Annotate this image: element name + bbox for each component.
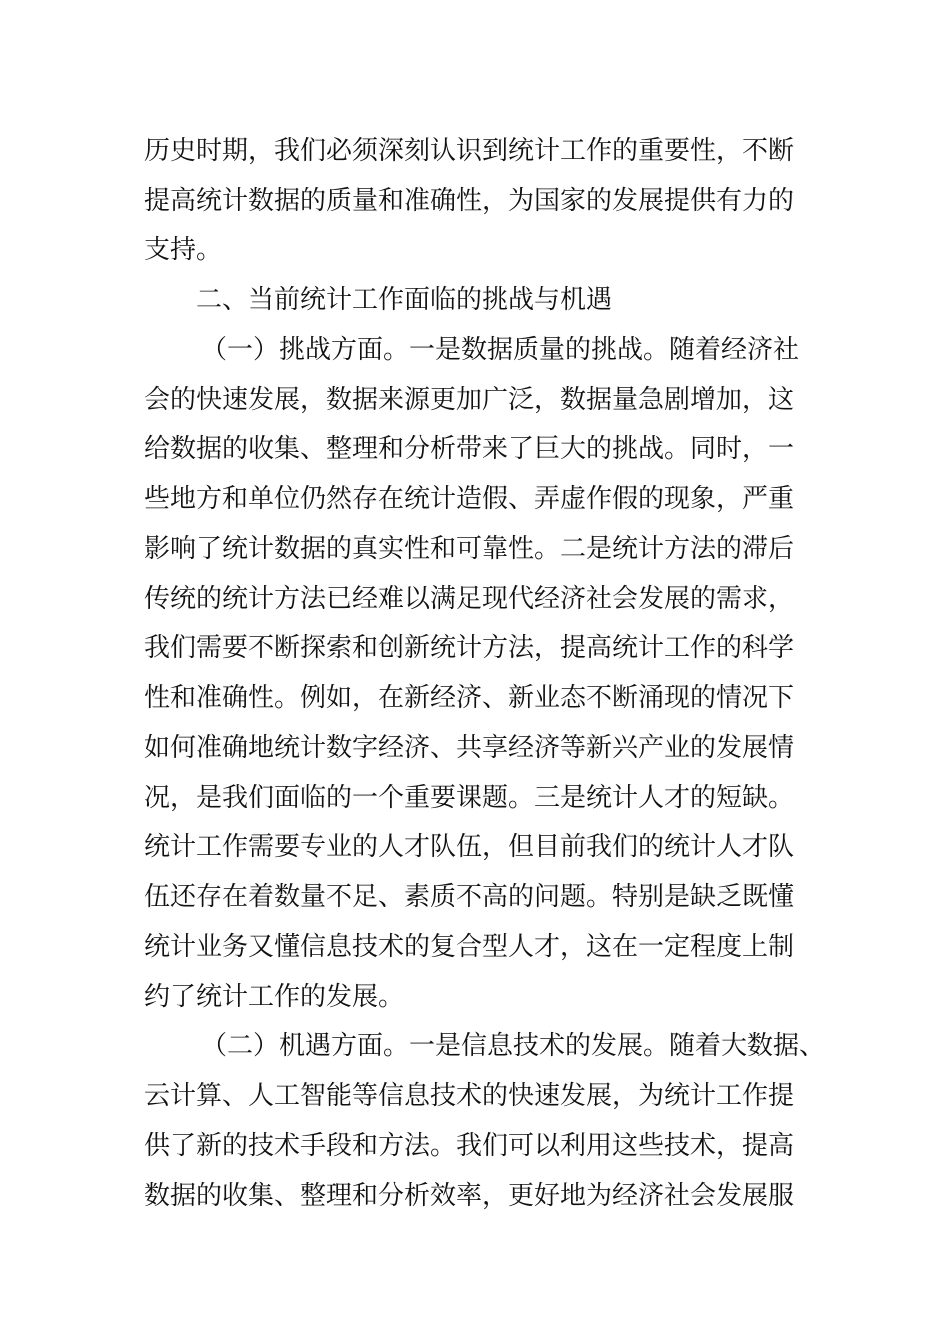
text-line: 供了新的技术手段和方法。我们可以利用这些技术，提高 xyxy=(144,1131,795,1161)
text-line: 支持。 xyxy=(144,235,223,265)
text-line: 历史时期，我们必须深刻认识到统计工作的重要性，不断 xyxy=(144,136,795,166)
section-heading: 二、当前统计工作面临的挑战与机遇 xyxy=(196,285,613,315)
text-line: 性和准确性。例如，在新经济、新业态不断涌现的情况下 xyxy=(144,683,795,713)
text-line: （二）机遇方面。一是信息技术的发展。随着大数据、 xyxy=(201,1031,826,1061)
text-line: 会的快速发展，数据来源更加广泛，数据量急剧增加，这 xyxy=(144,385,795,415)
text-line: 如何准确地统计数字经济、共享经济等新兴产业的发展情 xyxy=(144,733,795,763)
text-line: 况，是我们面临的一个重要课题。三是统计人才的短缺。 xyxy=(144,783,795,813)
text-line: 伍还存在着数量不足、素质不高的问题。特别是缺乏既懂 xyxy=(144,882,795,912)
text-line: （一）挑战方面。一是数据质量的挑战。随着经济社 xyxy=(201,335,800,365)
text-line: 约了统计工作的发展。 xyxy=(144,982,405,1012)
text-line: 给数据的收集、整理和分析带来了巨大的挑战。同时，一 xyxy=(144,434,795,464)
text-line: 云计算、人工智能等信息技术的快速发展，为统计工作提 xyxy=(144,1081,795,1111)
text-line: 些地方和单位仍然存在统计造假、弄虚作假的现象，严重 xyxy=(144,484,795,514)
text-line: 影响了统计数据的真实性和可靠性。二是统计方法的滞后 xyxy=(144,534,795,564)
text-line: 提高统计数据的质量和准确性，为国家的发展提供有力的 xyxy=(144,186,795,216)
text-line: 传统的统计方法已经难以满足现代经济社会发展的需求， xyxy=(144,584,795,614)
text-line: 统计业务又懂信息技术的复合型人才，这在一定程度上制 xyxy=(144,932,795,962)
text-line: 我们需要不断探索和创新统计方法，提高统计工作的科学 xyxy=(144,633,795,663)
text-line: 数据的收集、整理和分析效率，更好地为经济社会发展服 xyxy=(144,1181,795,1211)
text-line: 统计工作需要专业的人才队伍，但目前我们的统计人才队 xyxy=(144,832,795,862)
